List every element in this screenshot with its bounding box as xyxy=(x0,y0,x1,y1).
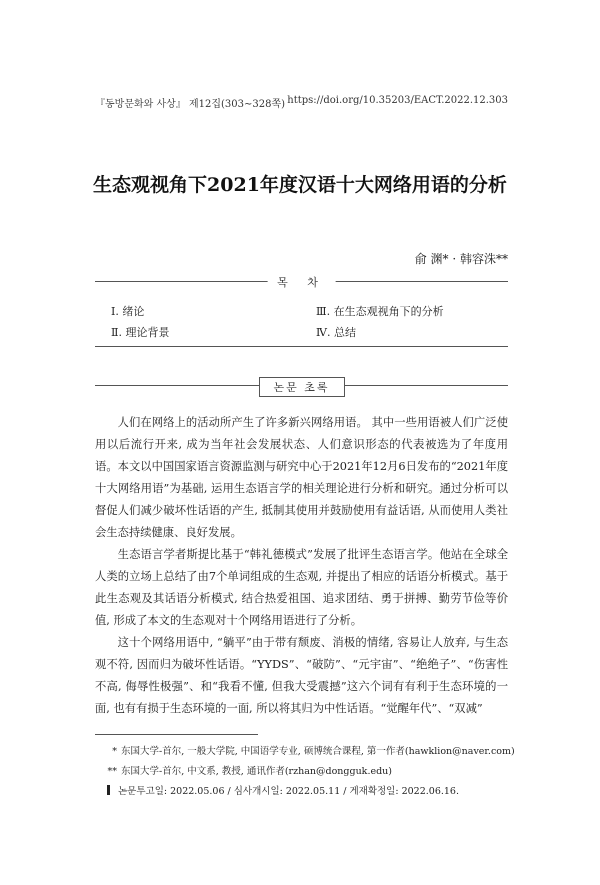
toc-item-2: Ⅱ. 理论背景 xyxy=(111,326,170,339)
toc-item-4: Ⅳ. 总结 xyxy=(316,326,356,339)
doi-link[interactable]: https://doi.org/10.35203/EACT.2022.12.303 xyxy=(287,95,508,106)
footnote-2 xyxy=(95,762,508,782)
footnotes xyxy=(95,742,515,802)
footnote-marker: ** xyxy=(107,766,117,777)
paper-title: 生态观视角下2021年度汉语十大网络用语的分析 xyxy=(93,174,507,196)
footnote-marker: * xyxy=(112,746,117,757)
abstract-header xyxy=(95,377,508,394)
toc-item-3: Ⅲ. 在生态观视角下的分析 xyxy=(316,305,444,318)
toc-item-1: Ⅰ. 绪论 xyxy=(111,305,145,318)
submission-dates xyxy=(95,782,508,802)
toc-heading: 목 차 xyxy=(267,274,336,290)
authors: 俞 渊* · 韩容洙** xyxy=(414,252,508,266)
abstract-paragraph-2: 生态语言学者斯提比基于“韩礼德模式”发展了批评生态语言学。他站在全球全人类的立场上总结了由7个单词组成的生态观, 并提出了相应的话语分析模式。基于此生态观及其话语分析模式, 结合热爱祖国、追求团结、勇于拼搏、勤劳节俭等价值, 形成了本文的生态观对十个网络用语进行了分析。 xyxy=(95,548,508,627)
footnote-text: 东国大学-首尔, 一般大学院, 中国语学专业, 硕博统合课程, 第一作者(hawklion@naver.com) xyxy=(121,746,515,757)
running-head xyxy=(95,95,508,110)
journal-citation: 『동방문화와 사상』 제12집(303∼328쪽) xyxy=(95,99,286,110)
footnote-1 xyxy=(95,742,515,762)
footnote-divider xyxy=(95,734,258,735)
abstract-body xyxy=(95,412,508,720)
abstract-heading: 논문 초록 xyxy=(258,377,344,397)
table-of-contents xyxy=(95,276,508,347)
footnote-text: 东国大学-首尔, 中文系, 教授, 通讯作者(rzhan@dongguk.edu) xyxy=(121,766,392,777)
abstract-paragraph-1: 人们在网络上的活动所产生了许多新兴网络用语。 其中一些用语被人们广泛使用以后流行开来, 成为当年社会发展状态、人们意识形态的代表被选为了年度用语。本文以中国国家语言资源监测与研究中心于2021年12月6日发布的“2021年度十大网络用语”为基础, 运用生态语言学的相关理论进行分析和研究。通过分析可以督促人们减少破坏性话语的产生, 抵制其使用并鼓励使用有益话语, 从而使用人类社会生态持续健康、良好发展。 xyxy=(95,416,508,539)
abstract-paragraph-3: 这十个网络用语中, “躺平”由于带有颓废、消极的情绪, 容易让人放弃, 与生态观不符, 因而归为破坏性话语。“YYDS”、“破防”、“元宇宙”、“绝绝子”、“伤害性不高, 侮辱性极强”、和“我看不懂, 但我大受震撼”这六个词有有利于生态环境的一面, 也有有损于生态环境的一面, 所以将其归为中性话语。“觉醒年代”、“双减” xyxy=(95,636,508,715)
submission-dates-text: 논문투고일: 2022.05.06 / 심사개시일: 2022.05.11 / 게재확정일: 2022.06.16. xyxy=(118,786,459,797)
bar-icon xyxy=(107,785,110,795)
